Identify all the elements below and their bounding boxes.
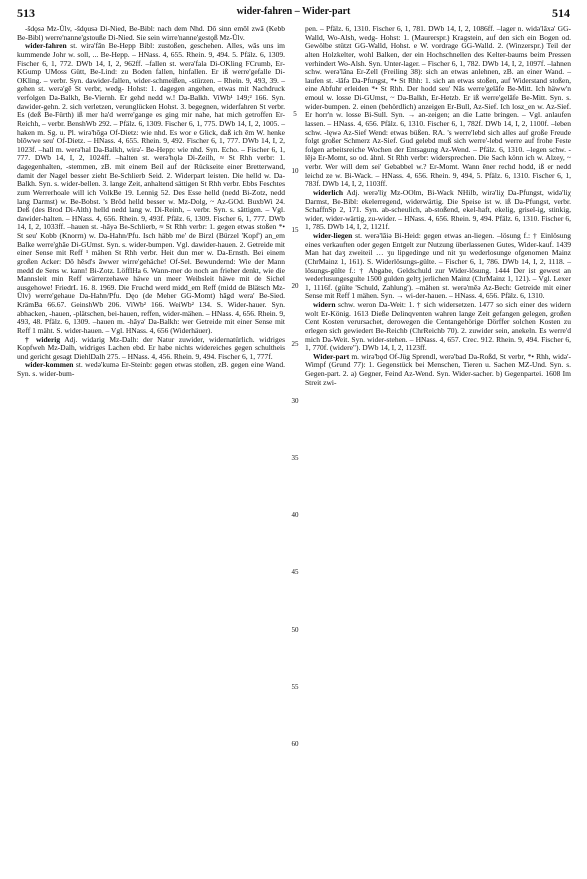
entry-text: m. wirə'bǫd Of-Jüg Sprendl, werə'bad Da-Roßd, St verbr, *• Rhh, widə'- Wimpf (Grund 77): 1. Gegenstück bei Menschen, Tieren u. Sachen MZ-Und. Syn. s. Gegen-part. 2. a) Gegner, Feind Az-Wend. Syn. Wider-sacher. b) Gegenpartei. 1608 Im Streit zwi- [305, 351, 571, 387]
line-number: 40 [291, 511, 299, 519]
page-number-right: 514 [552, 6, 570, 20]
line-number: 50 [291, 626, 299, 634]
dictionary-entry [17, 42, 285, 335]
dictionary-entry [305, 189, 571, 232]
dictionary-entry [305, 301, 571, 353]
entry-text: Adj. widarig Mz-Dalh: der Natur zuwider, widernatürlich. widriges Kopfweh Mz-Dalh, widriges Lachen ebd. Er habe nichts widereiches gegen schultheis und gericht gesagt DiehlDalh 275. – HNass. 4, 456. Rhein. 9, 494. Fischer 6, 1, 777f. [17, 334, 285, 361]
entry-text: -šdǫsə Mz-Ülv, -šdǫusə Di-Nied, Be-Bibl: nach dem Nhd. Dō sinn emōl zwā (Kebb Be-Bibl) werre'nanne'gstouße Di-Nied. Sie sein wirre'nanne'gestǫß Mz-Ülv. [17, 24, 285, 42]
entry-text: st. wirə'fān Be-Hepp Bibl: zustoßen, geschehen. Alles, wās uns im kummende Johr w. soll, ... Be-Hepp. – HNass. 4, 655. Rhein. 9, 494. 5. Pfälz. 6, 1309. Fischer 6, 1, 772. DWb 14, I, 2, 962ff. –fallen st. werə'fala Di-OKling FCrumb, Er-KGump UMoss Gütt, Be-Lind: zu Boden fallen, hinfallen. Er iß werre'gefalle Di-OKling. – verbr. Syn. dawider-fallen, wider-schmeißen, -stürzen. – Rhein. 9, 493, 39. –gehen st. werə'gē St verbr, wedg- Hohst: 1. dagegen angehen, etwas mit Nachdruck verfolgen Da-Balkh, Be-Viernh. Er gehd nedd w.! Da-Balkh. ViWb¹ 149;² 166. Syn. dawider-gehn. 2. sich verletzen, verunglücken Hohst. 3. begegnen, widerfahren St verbr. Es (deß Be-Fürth) iß mer ha'd werre'gange es ging mir nahe, hat mich getroffen Er-Reichh, – verbr. BenshWb 292. – Pfälz. 6, 1309. Fischer 6, 1, 775. DWb 14, I, 2, 1005. –haken m. Sg. u. Pl. wirə'hōgə Of-Dietz: wie nhd. Es wor e Glick, daß ich ēm W. henke blōwwe seu' Of-Dietz. – HNass. 4, 655. Rhein. 9, 492. Fischer 6, 1, 777. DWb 14, I, 2, 1023f. –hall m. werə'hal Da-Balkh, wirə'- Be-Hepp: wie nhd. Syn. Echo. – Fischer 6, 1, 777. DWb 14, I, 2, 1024ff. –halten st. werə'hǫlə Di-Zeilh, ≈ St Rhh verbr: 1. dagegenhalten, -stemmen, zB. mit einem Beil auf der Rückseite einer Bretterwand, damit der Nagel besser zieht Be-Schlierb Seid. 2. Widerpart leisten. Die helld w. Da-Balkh. Syn. s. wider-bellen. 3. lange Zeit, anhaltend sättigen St Rhh verbr. Ebbs Feschtes zum Werrerhoale will ich VolkBe 19. Lennig 52. Des Esse helld (nedd Bi-Zotz, nedd lang Darmst) w. Be-Bobst. 's Bröd helld besser w. Mz-Dolg, ~ Az-GOd. BuxbWi 24. Deß (des Brod Di-Alth) helld nedd lang w. Di-Reinh, – verbr. Syn. s. sättigen. – Vgl. dawider-halten. – HNass. 4, 656. Rhein. 9, 493f. Pfälz. 6, 1309. Fischer 6, 1, 777. DWb 14, I, 2, 1033ff. –hauen st. -hāyə Be-Schlierb, ≈ St Rhh verbr: 1. gegen etwas stoßen *• St seu' Kobb (Knorrn) w. Da-Hahn/Pfu. Isch häbb me' de Birzl (Bürzel 'Kopf') an_em Balke werre'ghāe Di-GUmst. Syn. s. wider-bumpen. Vgl. dawider-hauen. 2. Getreide mit einer Sense mit Reff ¹ mähen St Rhh verbr. Heit dun mer w. Da-Ernsth. Bei einem großen Acker: Dō hēsd's āwwer wirre'gehäche! Of-Sel. Bewundernd: Wie der Mann medd de Sens w. kann! Bi-Zotz. LöfflHa 6. Wann-mer do noch an frieher denkt, wie die Mannsleit min Reff wärrerzehawe häwe un meer Weibsleit häwe mit de Sichel ausgehowe! FriedrL 16. 8. 1969. Die Fruchd werd midd_em Reff (midd de Blätsch Mz-Ülv) werre'gehaue Da-Hahn/Pfu. Dęo (de Meher GG-Momt) hāgd wera' Be-Sied. KrämBa 66.67. GeinshWb 206. ViWb² 166. WeiWb² 134. S. Wider-hauer. Syn. abhacken, -hauen, -plätschen, bei-hauen, reffen, wider-mähen. – HNass. 4, 656. Rhein. 9, 493, 48. Pfälz. 6, 1309. –hauen m. -hāyə' Da-Balkh: wer Getreide mit einer Sense mit Reff 1 mäht. S. wider-hauen. – Vgl. HNass. 4, 656 (Widerhäuer). [17, 41, 285, 335]
line-number: 35 [291, 454, 299, 462]
entry-text: pen. – Pfälz. 6, 1310. Fischer 6, 1, 781. DWb 14, I, 2, 1086ff. –lager n. widə'lāxə' GG-Walld, Wo-Alsh, wedg- Hohst: 1. (Maurerspr.) Kragstein, auf den sich ein Bogen od. Gewölbe stützt GG-Walld, Hohst. e W. vordrage GG-Walld. 2. (Winzerspr.) Teil der alten Holzkelter, wohl Balken, der ein Hochschnellen des Kelter-baums beim Pressen verhindert Wo-Alsh. Syn. Unter-lager. – Fischer 6, 1, 782. DWb 14, I, 2, 1097f. –lahnen schw. werə'lāna Er-Zell (Freiling 38): sich an etwas anlehnen, zB. an einer Wand. –laufen st. -lāfə Da-Pfungst, *• St Rhh: 1. sich an etwas stoßen, auf Widerstand stoßen, eine Abfuhr erleiden *• St Rhh. Der hodd seu' Nās werre'gelāfe Be-Mitt. Ich häww'n emoul w. losse Di-GUmst, ~ Da-Balkh, Er-Hetzb. Er iß werre'gelāfe Be-Mitt. Syn. s. wider-bumpen. 2. einen (behördlich) anzeigen Er-Bull, Az-Sief. Ich losz_en w. Az-Sief. Er horr'n w. losse Bi-Sull. Syn. → an-zeigen; an die Latte bringen. – Vgl. anlaufen lassen. – HNass. 4, 656. Pfälz. 6, 1310. Fischer 6, 1, 782f. DWb 14, I, 2, 1100f. –leben schw. -lęwə Az-Sief Wend: etwas büßen. RA. 's werre'lebd sich alles auf große Freude folgt großer Schmerz Az-Sief. Gud gelebd muß sich werre'-lebd werre auf frohe Feste folgen arbeitsreiche Wochen der Entsagung Az-Wend. – Pfälz. 6, 1310. –legen schw. -lējə Er-Momt, so od. ähnl. St Rhh verbr: widersprechen. Die Sach könn ich w. Alzey, ~ verbr. Wer will dem sei' Gebabbel w.? Er-Momt. Wann ēner rechd hodd, iß er nedd leichd ze w. Bi-Wack. – HNass. 4, 656. Rhein. 9, 494, 5. Pfälz. 6, 1310. Fischer 6, 1, 783f. DWb 14, I, 2, 1103ff. [305, 24, 571, 189]
line-number: 30 [291, 397, 299, 405]
line-number: 25 [291, 340, 299, 348]
entry-text: st. wedə'kumə Er-Steinb: gegen etwas stoßen, zB. gegen eine Wand. Syn. s. wider-bum- [17, 360, 285, 378]
line-number: 5 [293, 110, 297, 118]
dictionary-entry [305, 25, 571, 189]
dictionary-entry [17, 336, 285, 362]
page-number-left: 513 [17, 6, 35, 20]
headword: wider-liegen [313, 231, 353, 240]
entry-text: Adj. werə'liχ Mz-OOlm, Bi-Wack NHilb, wirə'liχ Da-Pfungst, widə'liχ Darmst, Be-Bibl: ekelerregend, widerwärtig. Die Speise ist w. iß Da-Pfungst, verbr. SchaffnSp 2, 171. Syn. ab-scheulich, ab-stoßend, ekel-haft, ekelig, grisel-ig, stinkig, wider, wider-wärtig, zu-wider. – HNass. 4, 656. Rhein. 9, 494. Pfälz. 6, 1310. Fischer 6, 1, 785. DWb 14, I, 2, 1121f. [305, 187, 571, 232]
headword: Wider-part [313, 351, 350, 361]
right-column [305, 25, 571, 387]
left-column [17, 25, 285, 379]
headword: † widerig [25, 334, 61, 344]
dictionary-entry [17, 25, 285, 42]
page-header [17, 6, 570, 22]
line-number: 10 [291, 167, 299, 175]
running-head: wider-fahren – Wider-part [236, 6, 351, 17]
dictionary-entry [17, 361, 285, 378]
line-number: 45 [291, 568, 299, 576]
line-number: 15 [291, 226, 299, 234]
headword: wider-kommen [25, 360, 74, 370]
headword: wider-fahren [25, 41, 67, 51]
line-number: 60 [291, 740, 299, 748]
headword: widern [313, 300, 336, 309]
entry-text: st. werə'lāiə Bi-Heid: gegen etwas an-liegen. –lösung f.: † Einlösung eines verkauften oder gegen Entgelt zur Nutzung überlassenen Gutes, Wider-kauf. 1439 Man hat daʒ zweiteil … ʒu lipgedinge und nit ʒu wederlosunge ofgenomen Mainz (ChrMainz 1, 161). S. Widerlösungs-gülte. – Fischer 6, 1, 786. DWb 14, I, 2, 1118. –lösungs-gülte f.: † Abgabe, Geldschuld zur Wider-lösung. 1444 Der ist gewest an wederlusungesgulte 1500 gulden geltʒ jerlichen Mainz (ChrMainz 1, 121). – Vgl. Lexer 1, 1116f. (gülte 'Schuld, Zahlung'). –mähen st. werə'mēə Az-Bech: Getreide mit einer Sense mit Reff 1 mähen. Syn. → wi-der-hauen. – HNass. 4, 656. Pfälz. 6, 1310. [305, 231, 571, 301]
line-number: 20 [291, 282, 299, 290]
dictionary-entry [305, 353, 571, 388]
line-number: 55 [291, 683, 299, 691]
headword: widerlich [313, 187, 343, 197]
dictionary-entry [305, 232, 571, 301]
entry-text: schw. weron Da-Weit: 1. † sich widersetzen. 1477 so sich einer des widern wolt Er-König. 1613 Dieße Delinqventen wahren lange Zeit gefangen gelegen, großen Cent Kosten verursachet, derowegen die Centangehörige Dörffer solchen Kosten zu erlegen sich gewiedert Be-Reichb (ChrReichb 70). 2. zuwider sein, anekeln. Es werre'd mich Da-Weit. Syn. wider-stehen. – HNass. 4, 657. Crec. 912. Rhein. 9, 494. Fischer 6, 1, 770f. (widere"). DWb 14, I, 2, 1123ff. [305, 300, 571, 353]
